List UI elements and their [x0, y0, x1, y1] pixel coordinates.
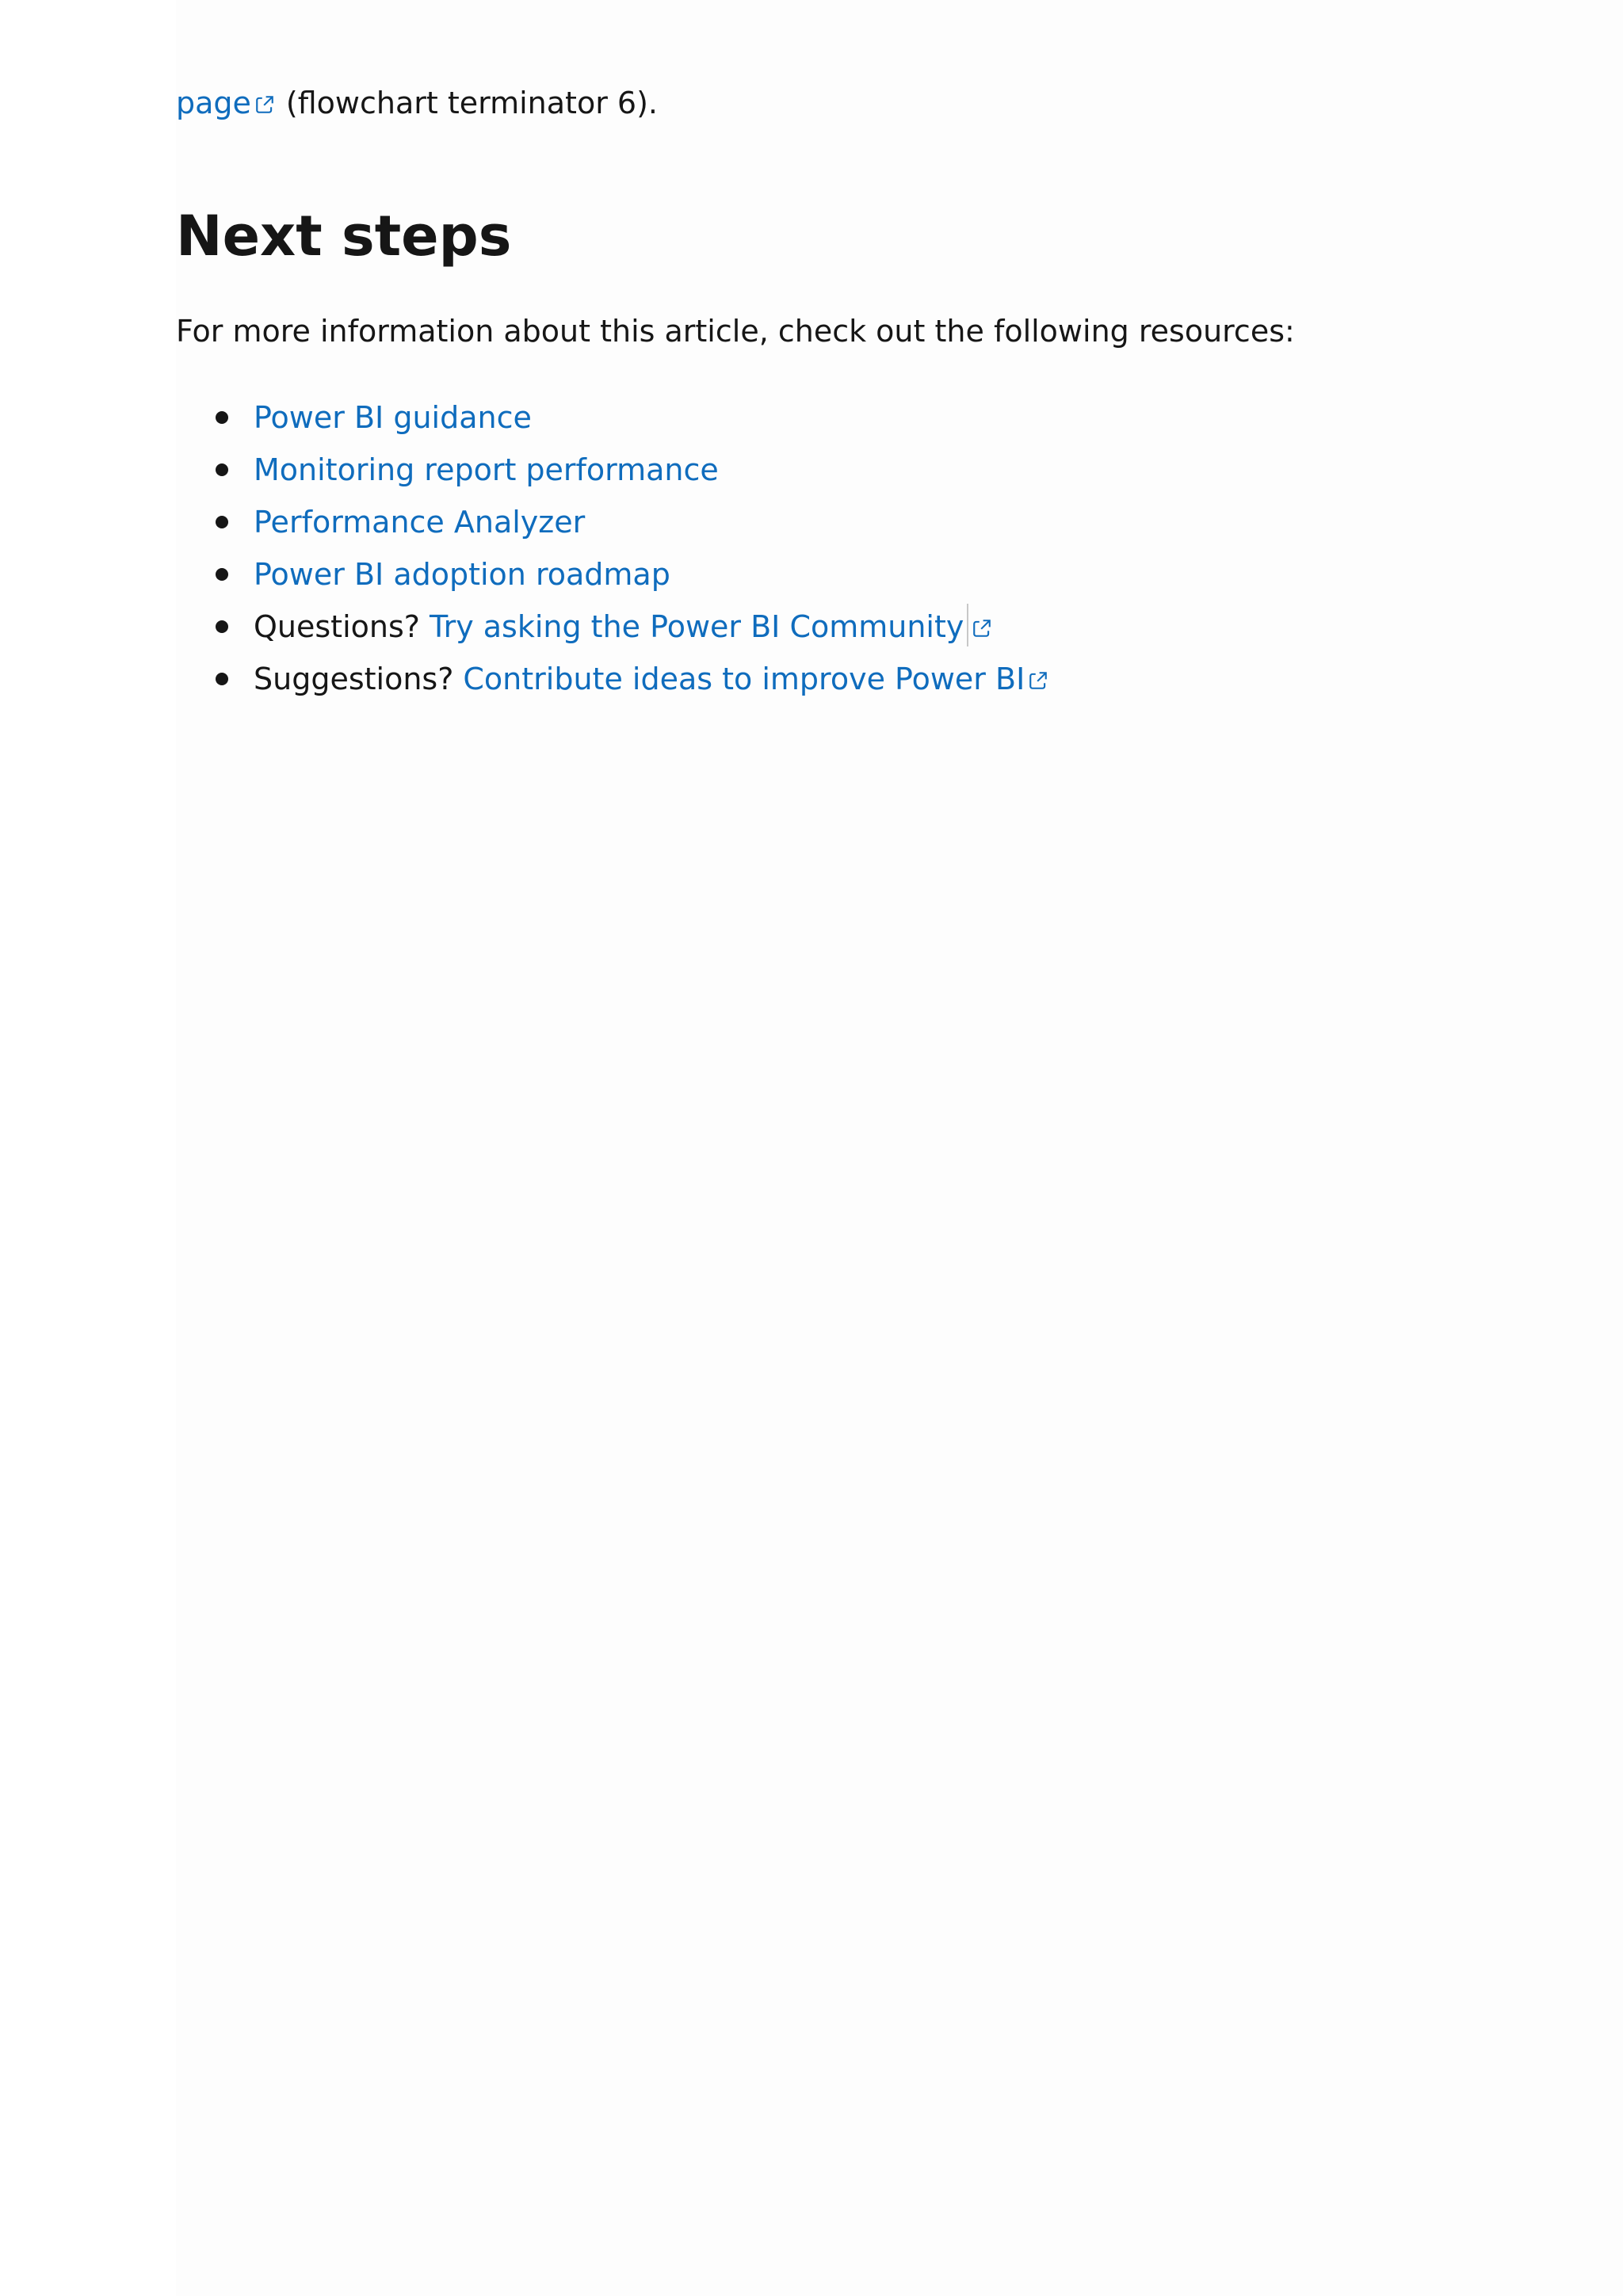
ideas-link-text: Contribute ideas to improve Power BI	[463, 662, 1025, 696]
resource-link[interactable]: Monitoring report performance	[254, 452, 719, 487]
bullet-dot	[216, 463, 228, 476]
community-link[interactable]	[430, 609, 992, 644]
list-item	[176, 548, 1048, 601]
external-link-icon	[972, 618, 992, 639]
page-link-text: page	[176, 86, 251, 120]
resource-link[interactable]: Performance Analyzer	[254, 505, 586, 540]
resource-list	[176, 391, 1048, 705]
text-cursor	[967, 604, 968, 646]
community-link-text: Try asking the Power BI Community	[429, 609, 964, 644]
ideas-link[interactable]	[463, 662, 1048, 696]
external-link-icon	[254, 94, 275, 115]
continuation-text: (flowchart terminator 6).	[285, 86, 658, 120]
section-heading: Next steps	[176, 204, 512, 269]
bullet-dot	[216, 411, 228, 424]
list-item	[176, 496, 1048, 548]
resource-link[interactable]: Power BI adoption roadmap	[254, 557, 670, 592]
questions-prefix: Questions?	[254, 609, 420, 644]
list-item	[176, 653, 1048, 705]
external-link-icon	[1028, 670, 1048, 691]
section-intro: For more information about this article, check out the following resources:	[176, 314, 1295, 349]
resource-link[interactable]: Power BI guidance	[254, 400, 532, 435]
suggestions-prefix: Suggestions?	[254, 662, 454, 696]
bullet-dot	[216, 673, 228, 685]
bullet-dot	[216, 568, 228, 581]
list-item	[176, 601, 1048, 653]
bullet-dot	[216, 516, 228, 528]
list-item	[176, 391, 1048, 444]
list-item	[176, 444, 1048, 496]
page-link[interactable]	[176, 86, 275, 120]
continuation-line	[176, 79, 658, 127]
bullet-dot	[216, 620, 228, 633]
